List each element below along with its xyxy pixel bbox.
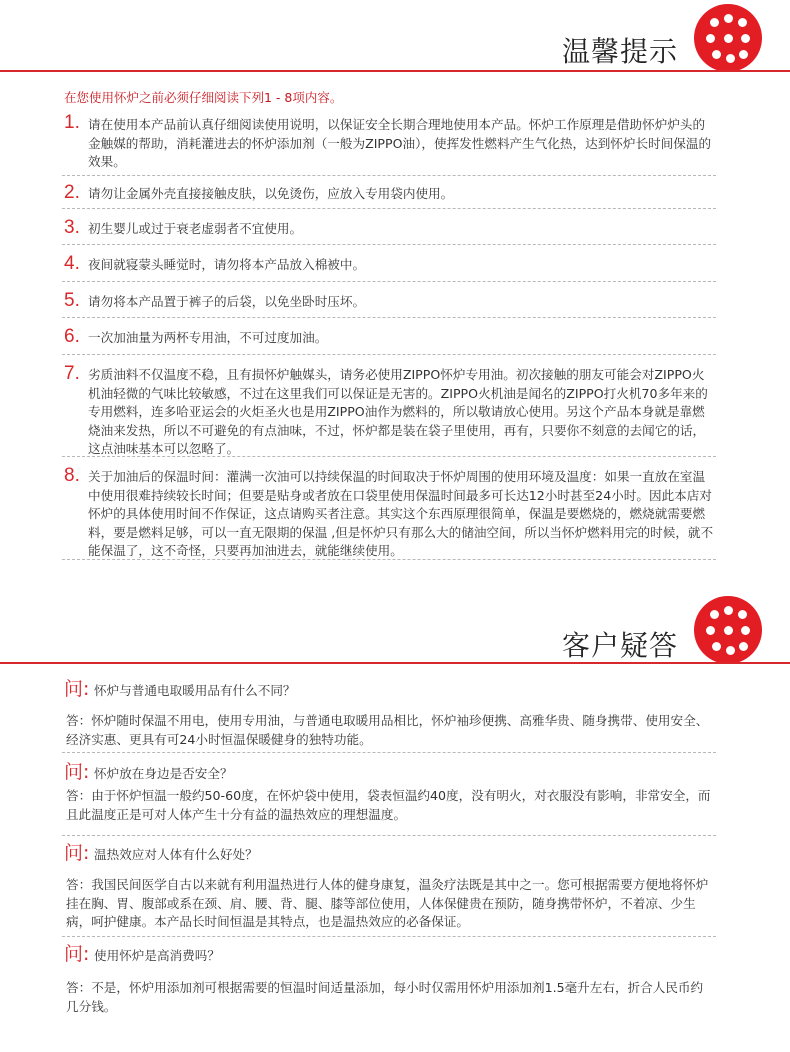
faq-item (62, 840, 716, 936)
section-divider (0, 662, 790, 664)
notice-number: 8. (64, 465, 80, 486)
answer-text: 答：不是，怀炉用添加剂可根据需要的恒温时间适量添加，每小时仅需用怀炉用添加剂1.5毫升左右，折合人民币约几分钱。 (66, 980, 704, 1014)
notice-item (62, 245, 716, 282)
faq-divider (62, 936, 716, 937)
answer-text: 答：怀炉随时保温不用电，使用专用油，与普通电取暖用品相比，怀炉袖珍便携、高雅华贵、随身携带、使用安全、经济实惠、更具有可24小时恒温保暖健身的独特功能。 (66, 713, 709, 747)
notice-item (62, 176, 716, 209)
notice-item (62, 209, 716, 245)
faq-list (62, 676, 716, 1021)
notice-item (62, 355, 716, 457)
section-title: 客户疑答 (562, 629, 679, 662)
notice-number: 1. (64, 112, 80, 133)
faq-item (62, 941, 716, 1021)
notice-number: 6. (64, 326, 80, 347)
question-row (62, 676, 716, 700)
notice-item (62, 457, 716, 560)
question-text: 温热效应对人体有什么好处？ (94, 847, 258, 862)
answer-text: 答：由于怀炉恒温一般约50-60度，在怀炉袋中使用，袋表恒温约40度，没有明火，对衣服没有影响，非常安全，而且此温度正是可对人体产生十分有益的温热效应的理想温度。 (66, 788, 711, 822)
notice-text: 夜间就寝蒙头睡觉时，请勿将本产品放入棉被中。 (88, 257, 366, 272)
notice-text: 关于加油后的保温时间：灌满一次油可以持续保温的时间取决于怀炉周围的使用环境及温度：如果一直放在室温中使用很难持续较长时间；但要是贴身或者放在口袋里使用保温时间最多可长达12小时甚至24小时。因此本店对怀炉的具体使用时间不作保证，这点请购买者注意。其实这个东西原理很简单，保温是要燃烧的，燃烧就需要燃料，要是燃料足够，可以一直无限期的保温 ,但是怀炉只有那么大的储油空间，所以当怀炉燃料用完的时候，就不能保温了，这不奇怪，只要再加油进去，就能继续使用。 (88, 469, 714, 558)
faq-item (62, 676, 716, 752)
notice-item (62, 282, 716, 318)
question-text: 怀炉与普通电取暖用品有什么不同？ (94, 683, 296, 698)
faq-item (62, 759, 716, 835)
question-mark: 问: (64, 761, 90, 783)
notice-list (62, 110, 716, 560)
question-text: 使用怀炉是高消费吗？ (94, 948, 220, 963)
notice-text: 请勿让金属外壳直接接触皮肤，以免烫伤，应放入专用袋内使用。 (88, 186, 454, 201)
section-title: 温馨提示 (562, 35, 679, 68)
notice-text: 一次加油量为两杯专用油，不可过度加油。 (88, 330, 328, 345)
notice-item (62, 318, 716, 355)
notice-text: 劣质油料不仅温度不稳，且有损怀炉触媒头，请务必使用ZIPPO怀炉专用油。初次接触的朋友可能会对ZIPPO火机油轻微的气味比较敏感，不过在这里我们可以保证是无害的。ZIPPO火机油是闻名的ZIPPO打火机70多年来的专用燃料，连多哈亚运会的火炬圣火也是用ZIPPO油作为燃料的，所以敬请放心使用。另这个产品本身就是靠燃烧油来发热，所以不可避免的有点油味，不过，怀炉都是装在袋子里使用，再有，只要你不刻意的去闻它的话，这点油味基本可以忽略了。 (88, 367, 708, 456)
notice-text: 请勿将本产品置于裤子的后袋，以免坐卧时压坏。 (88, 294, 366, 309)
notice-number: 2. (64, 182, 80, 203)
dice-icon (694, 596, 762, 664)
question-mark: 问: (64, 678, 90, 700)
question-mark: 问: (64, 842, 90, 864)
question-row (62, 840, 716, 864)
section-header-faq (0, 592, 790, 664)
question-mark: 问: (64, 943, 90, 965)
notice-text: 初生婴儿或过于衰老虚弱者不宜使用。 (88, 221, 303, 236)
section-divider (0, 70, 790, 72)
notice-number: 7. (64, 363, 80, 384)
intro-text: 在您使用怀炉之前必须仔细阅读下列1 - 8项内容。 (64, 90, 343, 105)
notice-text: 请在使用本产品前认真仔细阅读使用说明，以保证安全长期合理地使用本产品。怀炉工作原理是借助怀炉炉头的金触媒的帮助，消耗灌进去的怀炉添加剂（一般为ZIPPO油），使挥发性燃料产生气化热，达到怀炉长时间保温的效果。 (88, 117, 712, 169)
question-row (62, 759, 716, 783)
question-row (62, 941, 716, 965)
answer-text: 答：我国民间医学自古以来就有利用温热进行人体的健身康复，温灸疗法既是其中之一。您可根据需要方便地将怀炉挂在胸、胃、腹部或系在颈、肩、腰、背、腿、膝等部位使用，人体保健贵在预防，随身携带怀炉，不着凉、少生病，呵护健康。本产品长时间恒温是其特点，也是温热效应的必备保证。 (66, 877, 709, 929)
notice-item (62, 110, 716, 176)
question-text: 怀炉放在身边是否安全？ (94, 766, 233, 781)
section-header-tips (0, 0, 790, 72)
faq-divider (62, 835, 716, 836)
notice-number: 5. (64, 290, 80, 311)
notice-number: 4. (64, 253, 80, 274)
dice-icon (694, 4, 762, 72)
faq-divider (62, 752, 716, 753)
notice-number: 3. (64, 217, 80, 238)
